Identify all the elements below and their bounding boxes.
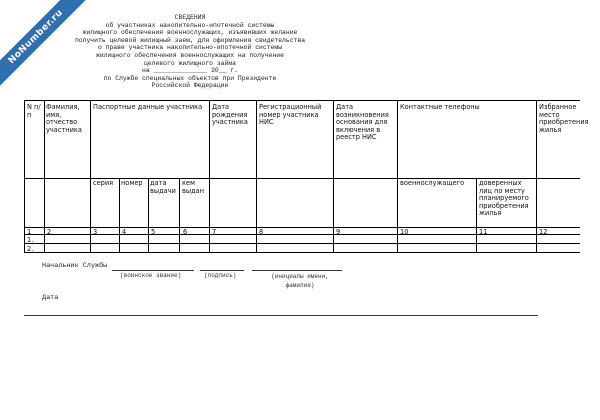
col-number: 11 xyxy=(479,228,488,236)
header-line: жилищного обеспечения военнослужащих на получение xyxy=(96,51,284,59)
name-hint: (инициалы имени, фамилия) xyxy=(271,273,329,289)
header-line: по Службе специальных объектов при Президенте xyxy=(103,74,277,82)
col-number: 12 xyxy=(539,228,548,236)
subheader-number: номер xyxy=(121,179,143,187)
header-col-passport: Паспортные данные участника xyxy=(93,103,203,111)
header-col-reestr-date: Дата возникновения основания для включения в реестр НИС xyxy=(336,103,389,142)
table-col-line xyxy=(90,100,91,253)
table-row-number: 1. xyxy=(27,236,34,244)
header-col-birth: Дата рождения участника xyxy=(212,103,248,127)
date-label: Дата xyxy=(42,294,59,302)
document-title: СВЕДЕНИЯ xyxy=(174,14,206,21)
rank-line xyxy=(112,270,194,271)
name-line xyxy=(252,270,342,271)
col-number: 1 xyxy=(27,228,32,236)
col-number: 2 xyxy=(47,228,52,236)
table-col-line xyxy=(24,100,25,253)
header-col-phones: Контактные телефоны xyxy=(400,103,480,111)
table-col-line xyxy=(333,100,334,253)
table-subcol-line xyxy=(476,178,477,253)
subheader-series: серия xyxy=(93,179,114,187)
header-line: получить целевой жилищный заем, для оформления свидетельства xyxy=(74,36,306,44)
header-line: о праве участника накопительно-ипотечной системы xyxy=(97,44,283,52)
table-rule xyxy=(24,227,580,228)
subheader-trusted-phone: доверенных лиц по месту планируемого приобретения жилья xyxy=(479,179,529,218)
col-number: 9 xyxy=(336,228,341,236)
col-number: 4 xyxy=(122,228,127,236)
bottom-rule xyxy=(24,315,538,316)
table-col-line xyxy=(44,100,45,253)
header-line: на ______________ 20__ г. xyxy=(142,67,238,75)
table-col-line xyxy=(397,100,398,253)
table-col-line xyxy=(536,100,537,253)
col-number: 3 xyxy=(93,228,98,236)
col-number: 10 xyxy=(400,228,409,236)
rank-hint: (воинское звание) xyxy=(120,272,182,279)
header-line: целевого жилищного займа xyxy=(143,59,237,67)
chief-label: Начальник Службы xyxy=(42,262,108,270)
table-subcol-line xyxy=(179,178,180,253)
col-number: 7 xyxy=(212,228,217,236)
header-line: жилищного обеспечения военнослужащих, изъявивших желание xyxy=(82,29,298,37)
table-col-line xyxy=(209,100,210,253)
header-col-place: Избранное место приобретения жилья xyxy=(539,103,589,134)
subheader-military-phone: военнослужащего xyxy=(400,179,465,187)
header-line: Российской Федерации xyxy=(151,82,229,90)
table-row-number: 2. xyxy=(27,245,34,253)
table-subcol-line xyxy=(148,178,149,253)
col-number: 6 xyxy=(183,228,188,236)
participants-table xyxy=(24,100,589,254)
table-border-top xyxy=(24,100,580,101)
col-number: 5 xyxy=(151,228,156,236)
table-col-line xyxy=(256,100,257,253)
subheader-issue-date: дата выдачи xyxy=(150,179,176,195)
col-number: 8 xyxy=(259,228,264,236)
signature-hint: (подпись) xyxy=(204,272,237,279)
header-col-reg: Регистрационный номер участника НИС xyxy=(259,103,322,127)
document-header xyxy=(60,14,320,90)
signature-line xyxy=(200,270,244,271)
table-border-bottom xyxy=(24,252,580,253)
table-subcol-line xyxy=(119,178,120,253)
table-rule xyxy=(24,243,580,244)
table-rule xyxy=(24,234,580,235)
header-col-name: Фамилия, имя, отчество участника xyxy=(46,103,82,134)
header-col-num: N п/п xyxy=(27,103,41,119)
watermark-ribbon: NoNumber.ru xyxy=(0,0,92,93)
subheader-issued-by: кем выдан xyxy=(182,179,205,195)
header-line: об участниках накопительно-ипотечной системы xyxy=(105,21,275,29)
